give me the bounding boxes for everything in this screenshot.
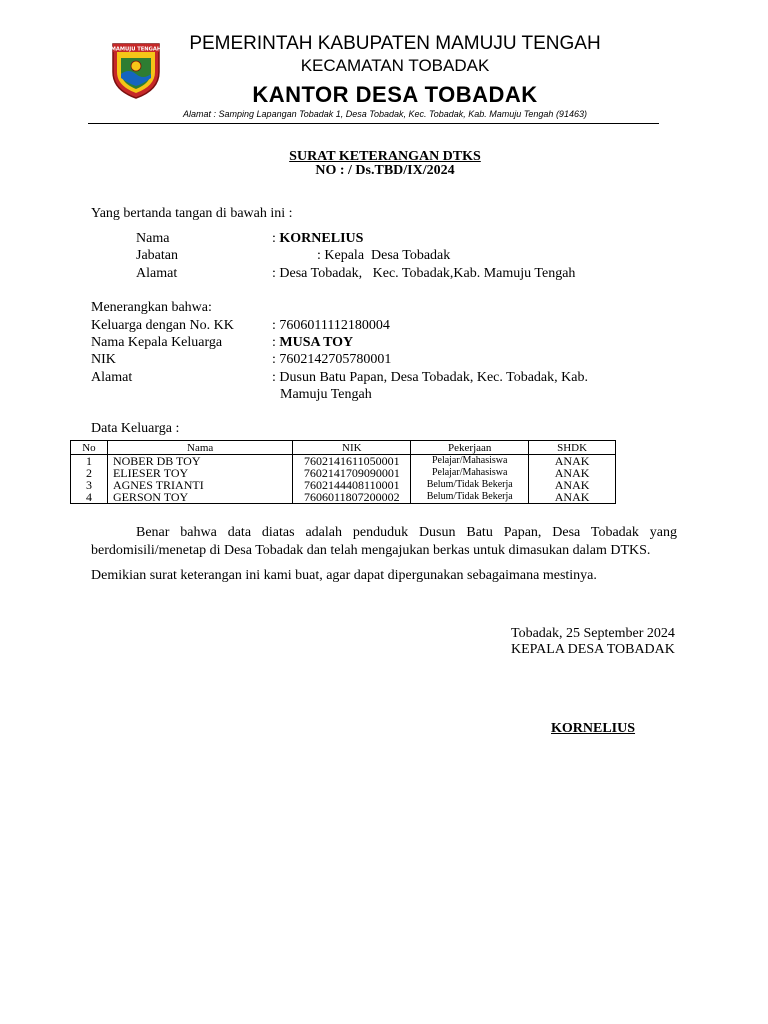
signer-name-value: : KORNELIUS xyxy=(272,231,364,246)
svg-text:MAMUJU TENGAH: MAMUJU TENGAH xyxy=(110,46,162,53)
header-divider xyxy=(88,123,659,124)
column-header-shdk: SHDK xyxy=(529,441,616,455)
column-header-nik: NIK xyxy=(293,441,411,455)
cell-shdk: ANAK xyxy=(529,491,616,504)
family-address-label: Alamat xyxy=(91,370,133,385)
cell-nama: AGNES TRIANTI xyxy=(107,479,292,491)
signer-position-value: : Kepala Desa Tobadak xyxy=(317,248,451,263)
family-data-table xyxy=(70,440,616,504)
cell-nik: 7606011807200002 xyxy=(293,491,411,504)
cell-no: 1 xyxy=(71,455,108,468)
nik-value: : 7602142705780001 xyxy=(272,352,392,367)
signer-name: KORNELIUS xyxy=(279,231,364,246)
document-title: SURAT KETERANGAN DTKS xyxy=(289,149,481,164)
cell-nama: GERSON TOY xyxy=(107,491,292,504)
signatory-name: KORNELIUS xyxy=(551,721,636,736)
family-data-heading: Data Keluarga : xyxy=(91,421,180,436)
head-of-family-value: : MUSA TOY xyxy=(272,335,354,350)
cell-nama: NOBER DB TOY xyxy=(107,455,292,468)
head-of-family-label: Nama Kepala Keluarga xyxy=(91,335,223,350)
family-address-value-line2: Mamuju Tengah xyxy=(280,387,372,402)
header-district: KECAMATAN TOBADAK xyxy=(300,56,490,75)
cell-shdk: ANAK xyxy=(529,479,616,491)
column-header-nama: Nama xyxy=(107,441,292,455)
table-header-row xyxy=(71,441,616,455)
kk-label: Keluarga dengan No. KK xyxy=(91,318,234,333)
header-address: Alamat : Samping Lapangan Tobadak 1, Desa Tobadak, Kec. Tobadak, Kab. Mamuju Tengah (91463) xyxy=(183,109,587,119)
signer-position-label: Jabatan xyxy=(136,248,178,263)
signer-address-label: Alamat xyxy=(136,266,178,281)
cell-pekerjaan: Belum/Tidak Bekerja xyxy=(411,491,529,504)
signer-address-value: : Desa Tobadak, Kec. Tobadak,Kab. Mamuju Tengah xyxy=(272,266,576,281)
header-government: PEMERINTAH KABUPATEN MAMUJU TENGAH xyxy=(189,33,601,54)
family-address-value: : Dusun Batu Papan, Desa Tobadak, Kec. Tobadak, Kab. xyxy=(272,370,588,385)
cell-no: 4 xyxy=(71,491,108,504)
statement-heading: Menerangkan bahwa: xyxy=(91,300,212,315)
nik-label: NIK xyxy=(91,352,116,367)
cell-pekerjaan: Pelajar/Mahasiswa xyxy=(411,467,529,479)
cell-nik: 7602141611050001 xyxy=(293,455,411,468)
cell-nik: 7602144408110001 xyxy=(293,479,411,491)
head-of-family-name: MUSA TOY xyxy=(279,335,354,350)
table-row xyxy=(71,491,616,504)
kk-value: : 7606011112180004 xyxy=(272,318,390,333)
cell-nik: 7602141709090001 xyxy=(293,467,411,479)
cell-shdk: ANAK xyxy=(529,467,616,479)
place-date: Tobadak, 25 September 2024 xyxy=(511,626,675,641)
cell-no: 2 xyxy=(71,467,108,479)
header-office: KANTOR DESA TOBADAK xyxy=(252,82,538,107)
signer-name-label: Nama xyxy=(136,231,170,246)
cell-pekerjaan: Pelajar/Mahasiswa xyxy=(411,455,529,468)
document-number: NO : / Ds.TBD/IX/2024 xyxy=(315,163,455,178)
column-header-pekerjaan: Pekerjaan xyxy=(411,441,529,455)
column-header-no: No xyxy=(71,441,108,455)
cell-pekerjaan: Belum/Tidak Bekerja xyxy=(411,479,529,491)
cell-no: 3 xyxy=(71,479,108,491)
closing-paragraph: Demikian surat keterangan ini kami buat, agar dapat dipergunakan sebagaimana mestinya. xyxy=(91,568,597,583)
statement-paragraph: Benar bahwa data diatas adalah penduduk Dusun Batu Papan, Desa Tobadak yang berdomisili/menetap di Desa Tobadak dan telah mengajukan berkas untuk dimasukan dalam DTKS. xyxy=(91,525,677,558)
signatory-position: KEPALA DESA TOBADAK xyxy=(511,642,675,657)
cell-nama: ELIESER TOY xyxy=(107,467,292,479)
intro-text: Yang bertanda tangan di bawah ini : xyxy=(91,206,293,221)
cell-shdk: ANAK xyxy=(529,455,616,468)
